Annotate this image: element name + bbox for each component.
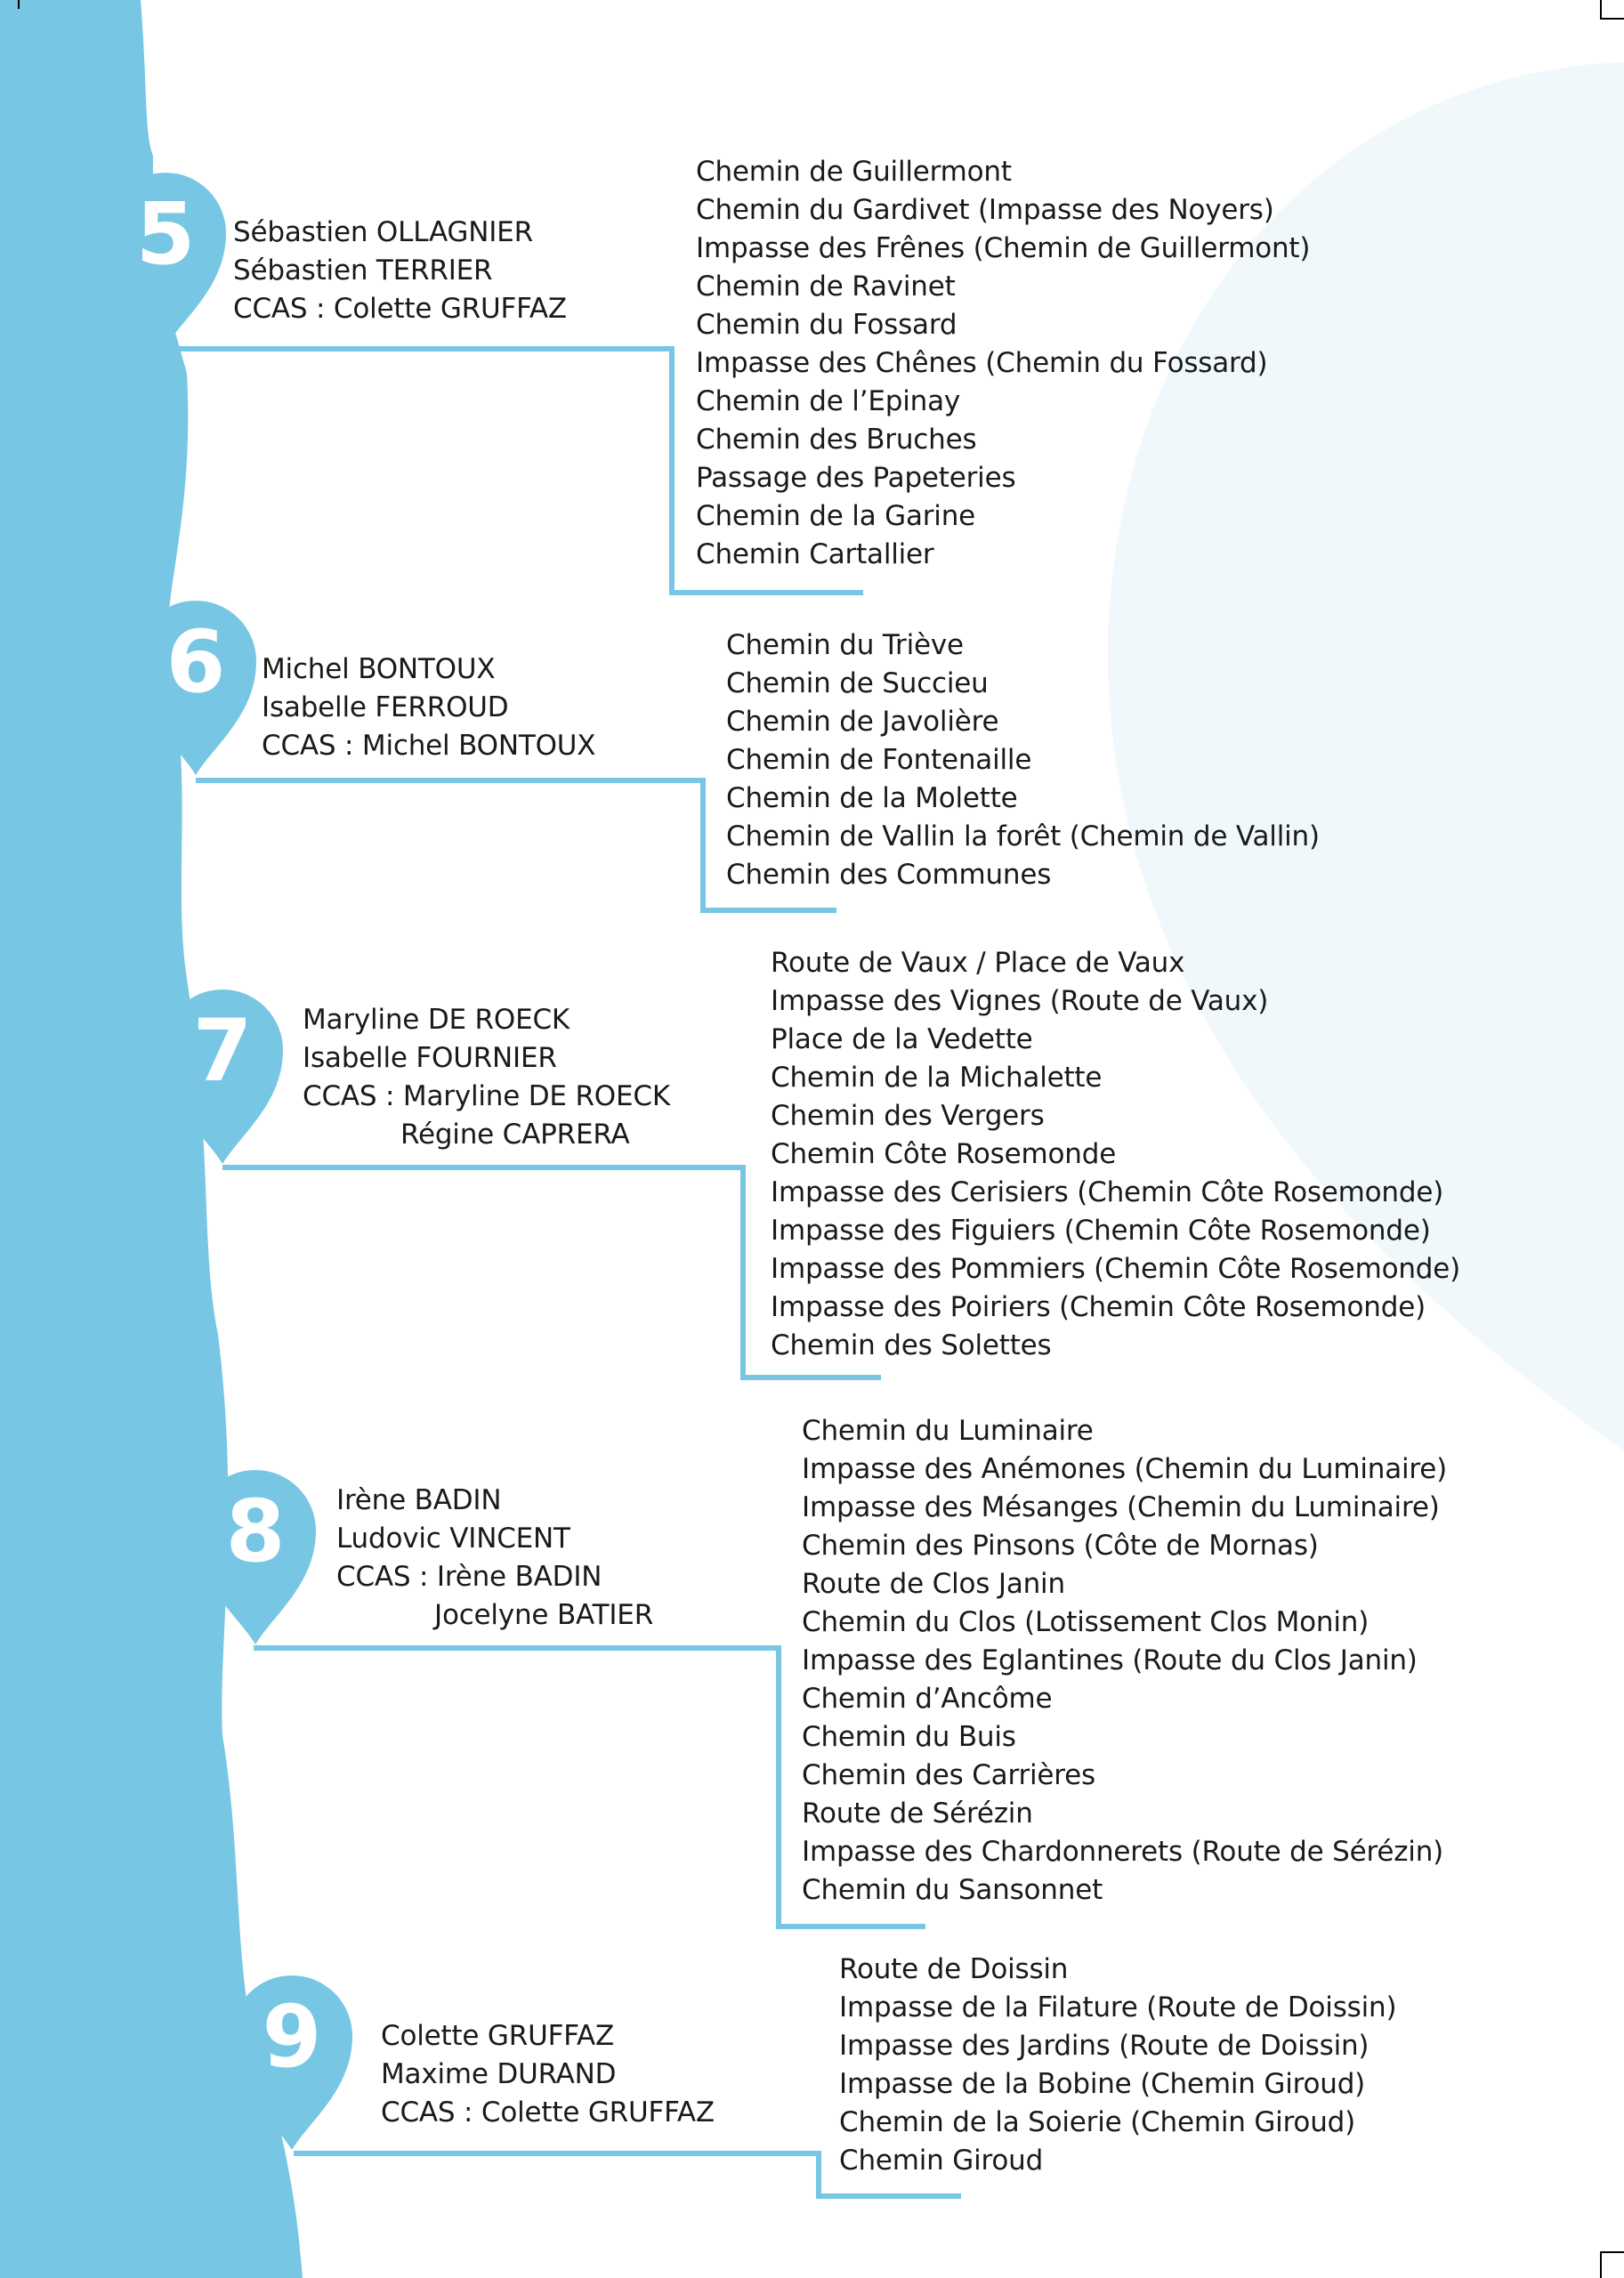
street-item: Chemin du Triève	[726, 629, 964, 661]
elected-name: Sébastien TERRIER	[233, 254, 493, 287]
street-item: Impasse des Chênes (Chemin du Fossard)	[696, 347, 1268, 379]
crop-mark	[1600, 2251, 1602, 2278]
street-item: Chemin des Communes	[726, 859, 1052, 891]
ccas-name: CCAS : Michel BONTOUX	[262, 730, 596, 762]
street-item: Chemin du Clos (Lotissement Clos Monin)	[802, 1606, 1369, 1638]
street-item: Chemin de Fontenaille	[726, 744, 1032, 776]
street-item: Impasse de la Bobine (Chemin Giroud)	[839, 2068, 1366, 2100]
section-8-streets	[802, 1412, 1447, 1910]
pin-number: 7	[192, 1001, 253, 1101]
crop-mark	[1600, 0, 1602, 20]
blue-side-band	[0, 0, 303, 2278]
street-item: Impasse des Chardonnerets (Route de Sérézin)	[802, 1836, 1444, 1868]
crop-mark	[1600, 18, 1624, 20]
street-item: Chemin de Succieu	[726, 667, 989, 699]
street-item: Chemin Cartallier	[696, 538, 934, 570]
section-8-names	[336, 1482, 653, 1635]
section-5-streets	[696, 153, 1310, 574]
pin-number: 6	[166, 612, 226, 712]
elected-name: Michel BONTOUX	[262, 653, 496, 685]
street-item: Impasse des Jardins (Route de Doissin)	[839, 2030, 1369, 2062]
street-item: Chemin des Vergers	[771, 1100, 1045, 1132]
street-item: Chemin des Carrières	[802, 1759, 1095, 1791]
street-item: Place de la Vedette	[771, 1023, 1033, 1055]
street-item: Impasse des Figuiers (Chemin Côte Rosemonde)	[771, 1215, 1431, 1247]
pin-number: 9	[262, 1987, 322, 2087]
street-item: Route de Clos Janin	[802, 1568, 1065, 1600]
street-item: Chemin du Fossard	[696, 309, 957, 341]
street-item: Chemin du Gardivet (Impasse des Noyers)	[696, 194, 1274, 226]
section-9-names	[381, 2017, 715, 2132]
section-9-streets	[839, 1951, 1396, 2180]
street-item: Route de Sérézin	[802, 1797, 1033, 1830]
street-item: Chemin de l’Epinay	[696, 385, 961, 417]
street-item: Chemin du Buis	[802, 1721, 1016, 1753]
street-item: Chemin Côte Rosemonde	[771, 1138, 1117, 1170]
ccas-name: Régine CAPRERA	[400, 1119, 630, 1151]
street-item: Chemin du Sansonnet	[802, 1874, 1103, 1906]
street-item: Passage des Papeteries	[696, 462, 1016, 494]
ccas-name: CCAS : Colette GRUFFAZ	[233, 293, 567, 325]
street-item: Chemin d’Ancôme	[802, 1683, 1053, 1715]
street-item: Impasse des Eglantines (Route du Clos Janin)	[802, 1644, 1418, 1676]
street-item: Chemin Giroud	[839, 2145, 1044, 2177]
street-item: Chemin de Javolière	[726, 706, 999, 738]
street-item: Route de Doissin	[839, 1953, 1069, 1985]
street-item: Chemin de Guillermont	[696, 156, 1012, 188]
elected-name: Sébastien OLLAGNIER	[233, 216, 533, 248]
section-5-names	[233, 214, 567, 328]
street-item: Chemin de la Garine	[696, 500, 976, 532]
elected-name: Irène BADIN	[336, 1484, 502, 1516]
section-6-names	[262, 650, 595, 765]
pin-number: 5	[135, 184, 196, 284]
street-item: Chemin de Ravinet	[696, 271, 956, 303]
elected-name: Isabelle FOURNIER	[303, 1042, 557, 1074]
street-item: Chemin du Luminaire	[802, 1415, 1094, 1447]
section-6-streets	[726, 626, 1320, 894]
elected-name: Colette GRUFFAZ	[381, 2020, 615, 2052]
street-item: Chemin des Solettes	[771, 1329, 1052, 1361]
ccas-name: CCAS : Irène BADIN	[336, 1561, 602, 1593]
street-item: Impasse des Cerisiers (Chemin Côte Rosemonde)	[771, 1176, 1444, 1208]
street-item: Impasse de la Filature (Route de Doissin)	[839, 1991, 1397, 2024]
street-item: Impasse des Mésanges (Chemin du Luminaire)	[802, 1491, 1440, 1523]
street-item: Impasse des Pommiers (Chemin Côte Rosemonde)	[771, 1253, 1461, 1285]
street-item: Chemin de la Molette	[726, 782, 1018, 814]
elected-name: Maryline DE ROECK	[303, 1004, 570, 1036]
pin-number: 8	[225, 1482, 286, 1581]
ccas-name: CCAS : Maryline DE ROECK	[303, 1080, 670, 1112]
street-item: Chemin des Bruches	[696, 424, 977, 456]
street-item: Route de Vaux / Place de Vaux	[771, 947, 1185, 979]
elected-name: Isabelle FERROUD	[262, 691, 509, 723]
street-item: Impasse des Frênes (Chemin de Guillermont)	[696, 232, 1311, 264]
street-item: Chemin des Pinsons (Côte de Mornas)	[802, 1530, 1319, 1562]
street-item: Chemin de la Michalette	[771, 1062, 1103, 1094]
street-item: Impasse des Vignes (Route de Vaux)	[771, 985, 1269, 1017]
street-item: Impasse des Poiriers (Chemin Côte Rosemonde)	[771, 1291, 1426, 1323]
street-item: Impasse des Anémones (Chemin du Luminaire)	[802, 1453, 1448, 1485]
ccas-name: CCAS : Colette GRUFFAZ	[381, 2096, 715, 2129]
street-item: Chemin de Vallin la forêt (Chemin de Vallin)	[726, 820, 1320, 852]
section-7-names	[303, 1001, 670, 1154]
section-7-streets	[771, 944, 1460, 1365]
elected-name: Ludovic VINCENT	[336, 1523, 570, 1555]
elected-name: Maxime DURAND	[381, 2058, 617, 2090]
street-item: Chemin de la Soierie (Chemin Giroud)	[839, 2106, 1356, 2138]
crop-mark	[1600, 2251, 1624, 2253]
crop-mark	[18, 0, 20, 9]
ccas-name: Jocelyne BATIER	[434, 1599, 654, 1631]
